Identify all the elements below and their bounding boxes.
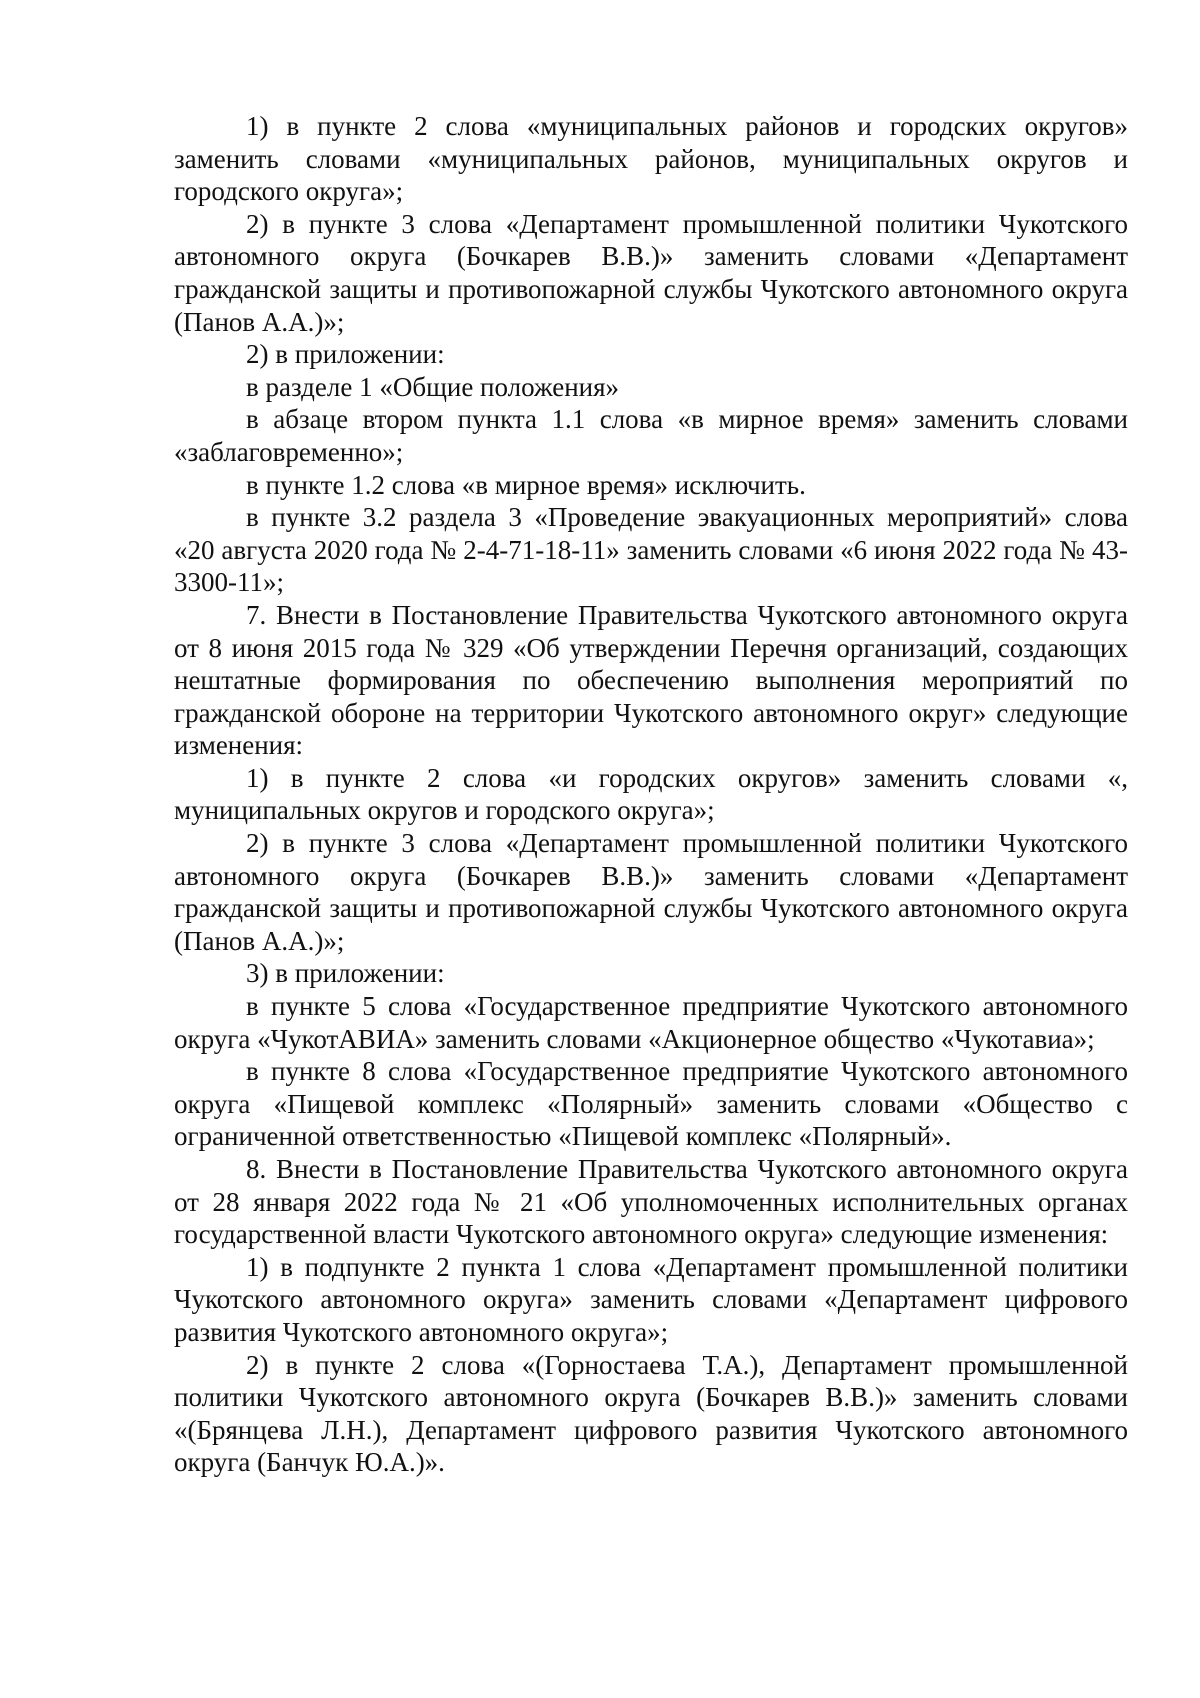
paragraph: в абзаце втором пункта 1.1 слова «в мирное время» заменить словами «заблаговременно»; [174, 404, 1128, 467]
paragraph: 2) в приложении: [246, 339, 445, 370]
paragraph: в пункте 5 слова «Государственное предприятие Чукотского автономного округа «ЧукотАВИА» заменить словами «Акционерное общество «Чукотавиа»; [174, 991, 1128, 1054]
paragraph: 3) в приложении: [246, 958, 445, 989]
paragraph: 2) в пункте 3 слова «Департамент промышленной политики Чукотского автономного округа (Бочкарев В.В.)» заменить словами «Департамент гражданской защиты и противопожарной службы Чукотского автономного округа (Панов А.А.)»; [174, 828, 1128, 956]
paragraph: 7. Внести в Постановление Правительства Чукотского автономного округа от 8 июня 2015 года № 329 «Об утверждении Перечня организаций, создающих нештатные формирования по обеспечению выполнения мероприятий по гражданской обороне на территории Чукотского автономного округ» следующие изменения: [174, 599, 1128, 761]
paragraph: 8. Внести в Постановление Правительства Чукотского автономного округа от 28 января 2022 года № 21 «Об уполномоченных исполнительных органах государственной власти Чукотского автономного округа» следующие изменения: [174, 1154, 1128, 1250]
document-body [174, 110, 1128, 1479]
paragraph: в разделе 1 «Общие положения» [246, 371, 620, 402]
paragraph: 1) в пункте 2 слова «муниципальных районов и городских округов» заменить словами «муниципальных районов, муниципальных округов и городского округа»; [174, 111, 1128, 207]
paragraph: 1) в пункте 2 слова «и городских округов» заменить словами «, муниципальных округов и городского округа»; [174, 762, 1128, 826]
paragraph: 2) в пункте 2 слова «(Горностаева Т.А.), Департамент промышленной политики Чукотского автономного округа (Бочкарев В.В.)» заменить словами «(Брянцева Л.Н.), Департамент цифрового развития Чукотского автономного округа (Банчук Ю.А.)». [174, 1349, 1128, 1478]
paragraph: 1) в подпункте 2 пункта 1 слова «Департамент промышленной политики Чукотского автономного округа» заменить словами «Департамент цифрового развития Чукотского автономного округа»; [174, 1251, 1128, 1347]
paragraph: в пункте 3.2 раздела 3 «Проведение эвакуационных мероприятий» слова «20 августа 2020 года № 2-4-71-18-11» заменить словами «6 июня 2022 года № 43-3300-11»; [174, 502, 1128, 598]
paragraph: в пункте 8 слова «Государственное предприятие Чукотского автономного округа «Пищевой комплекс «Полярный» заменить словами «Общество с ограниченной ответственностью «Пищевой комплекс «Полярный». [174, 1056, 1128, 1152]
paragraph: в пункте 1.2 слова «в мирное время» исключить. [246, 469, 806, 500]
paragraph: 2) в пункте 3 слова «Департамент промышленной политики Чукотского автономного округа (Бочкарев В.В.)» заменить словами «Департамент гражданской защиты и противопожарной службы Чукотского автономного округа (Панов А.А.)»; [174, 208, 1128, 337]
